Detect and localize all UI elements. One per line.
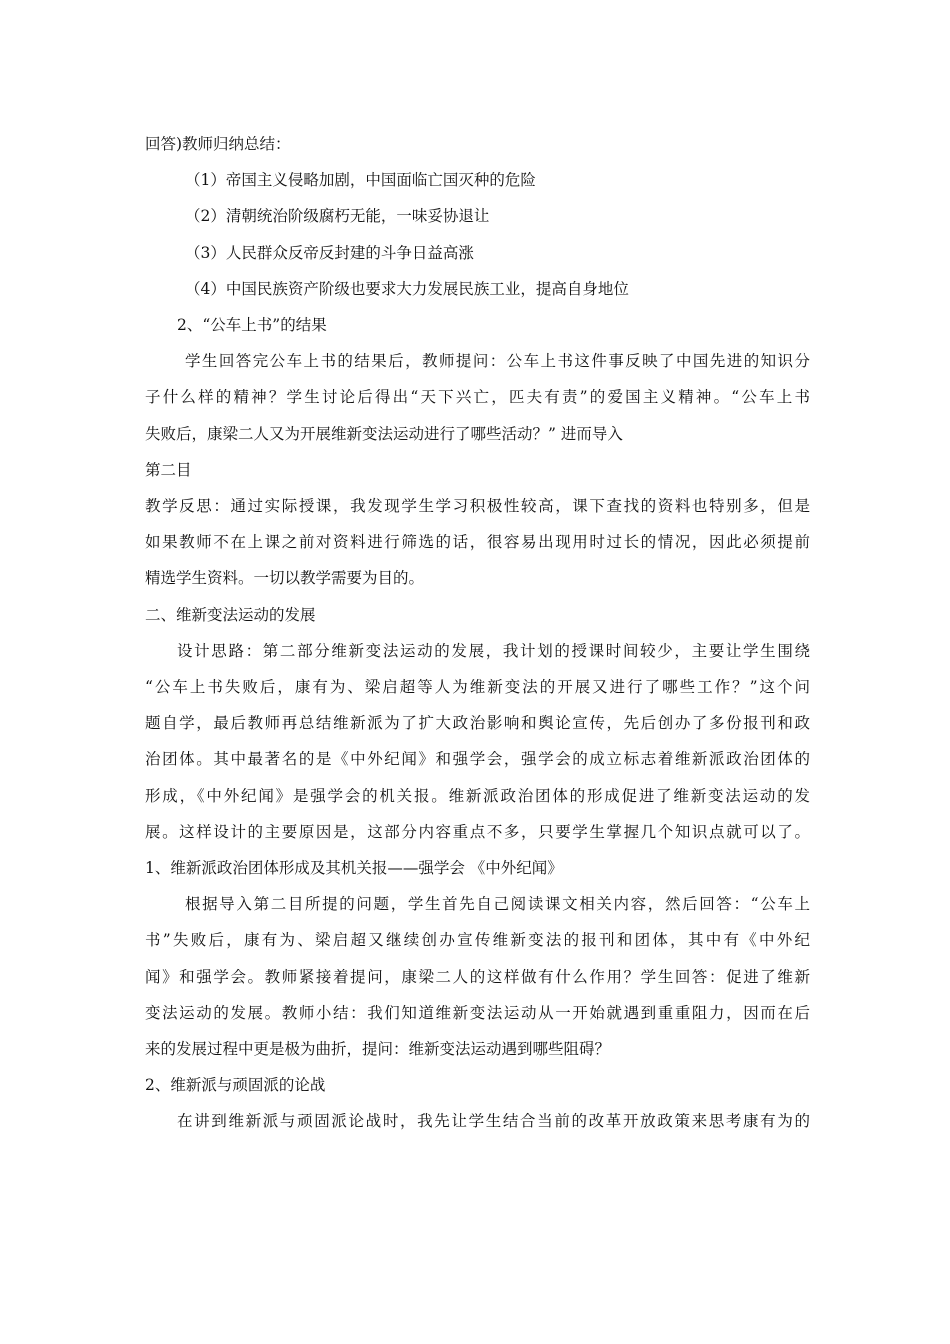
- paragraph-line: 学生回答完公车上书的结果后，教师提问：公车上书这件事反映了中国先进的知识分: [185, 352, 810, 371]
- paragraph-line: 精选学生资料。一切以教学需要为目的。: [145, 569, 425, 588]
- section-heading: 1、维新派政治团体形成及其机关报——强学会 《中外纪闻》: [145, 859, 563, 878]
- paragraph-line: 形成，《中外纪闻》是强学会的机关报。维新派政治团体的形成促进了维新变法运动的发: [145, 786, 810, 805]
- document-body: [145, 126, 810, 1140]
- list-item: （1）帝国主义侵略加剧，中国面临亡国灭种的危险: [185, 171, 536, 190]
- section-heading: 2、“公车上书”的结果: [177, 316, 327, 335]
- paragraph-line: 来的发展过程中更是极为曲折，提问：维新变法运动遇到哪些阻碍？: [145, 1040, 611, 1059]
- paragraph-line: 书”失败后，康有为、梁启超又继续创办宣传维新变法的报刊和团体，其中有《中外纪: [145, 931, 810, 950]
- list-item: （4）中国民族资产阶级也要求大力发展民族工业，提高自身地位: [185, 279, 629, 298]
- section-heading: 二、维新变法运动的发展: [145, 605, 316, 624]
- list-item: （3）人民群众反帝反封建的斗争日益高涨: [185, 243, 474, 262]
- paragraph-line: 闻》和强学会。教师紧接着提问，康梁二人的这样做有什么作用？学生回答：促进了维新: [145, 967, 810, 986]
- paragraph-line: 设计思路：第二部分维新变法运动的发展，我计划的授课时间较少，主要让学生围绕: [177, 641, 810, 660]
- paragraph-line: 子什么样的精神？学生讨论后得出“天下兴亡，匹夫有责”的爱国主义精神。“公车上书: [145, 388, 810, 407]
- paragraph-line: “公车上书失败后，康有为、梁启超等人为维新变法的开展又进行了哪些工作？”这个问: [145, 678, 810, 697]
- section-heading: 第二目: [145, 460, 192, 479]
- paragraph-line: 治团体。其中最著名的是《中外纪闻》和强学会，强学会的成立标志着维新派政治团体的: [145, 750, 810, 769]
- paragraph-line: 题自学，最后教师再总结维新派为了扩大政治影响和舆论宣传，先后创办了多份报刊和政: [145, 714, 810, 733]
- paragraph-line: 展。这样设计的主要原因是，这部分内容重点不多，只要学生掌握几个知识点就可以了。: [145, 822, 810, 841]
- section-heading: 2、维新派与顽固派的论战: [145, 1076, 326, 1095]
- text-line: 回答)教师归纳总结：: [145, 135, 291, 153]
- paragraph-line: 变法运动的发展。教师小结：我们知道维新变法运动从一开始就遇到重重阻力，因而在后: [145, 1003, 810, 1022]
- list-item: （2）清朝统治阶级腐朽无能，一味妥协退让: [185, 207, 490, 226]
- paragraph-line: 在讲到维新派与顽固派论战时，我先让学生结合当前的改革开放政策来思考康有为的: [177, 1112, 810, 1131]
- paragraph-line: 根据导入第二目所提的问题，学生首先自己阅读课文相关内容，然后回答：“公车上: [185, 895, 810, 914]
- paragraph-line: 如果教师不在上课之前对资料进行筛选的话，很容易出现用时过长的情况，因此必须提前: [145, 533, 810, 552]
- paragraph-line: 教学反思：通过实际授课，我发现学生学习积极性较高，课下查找的资料也特别多，但是: [145, 497, 810, 516]
- paragraph-line: 失败后，康梁二人又为开展维新变法运动进行了哪些活动？” 进而导入: [145, 424, 623, 443]
